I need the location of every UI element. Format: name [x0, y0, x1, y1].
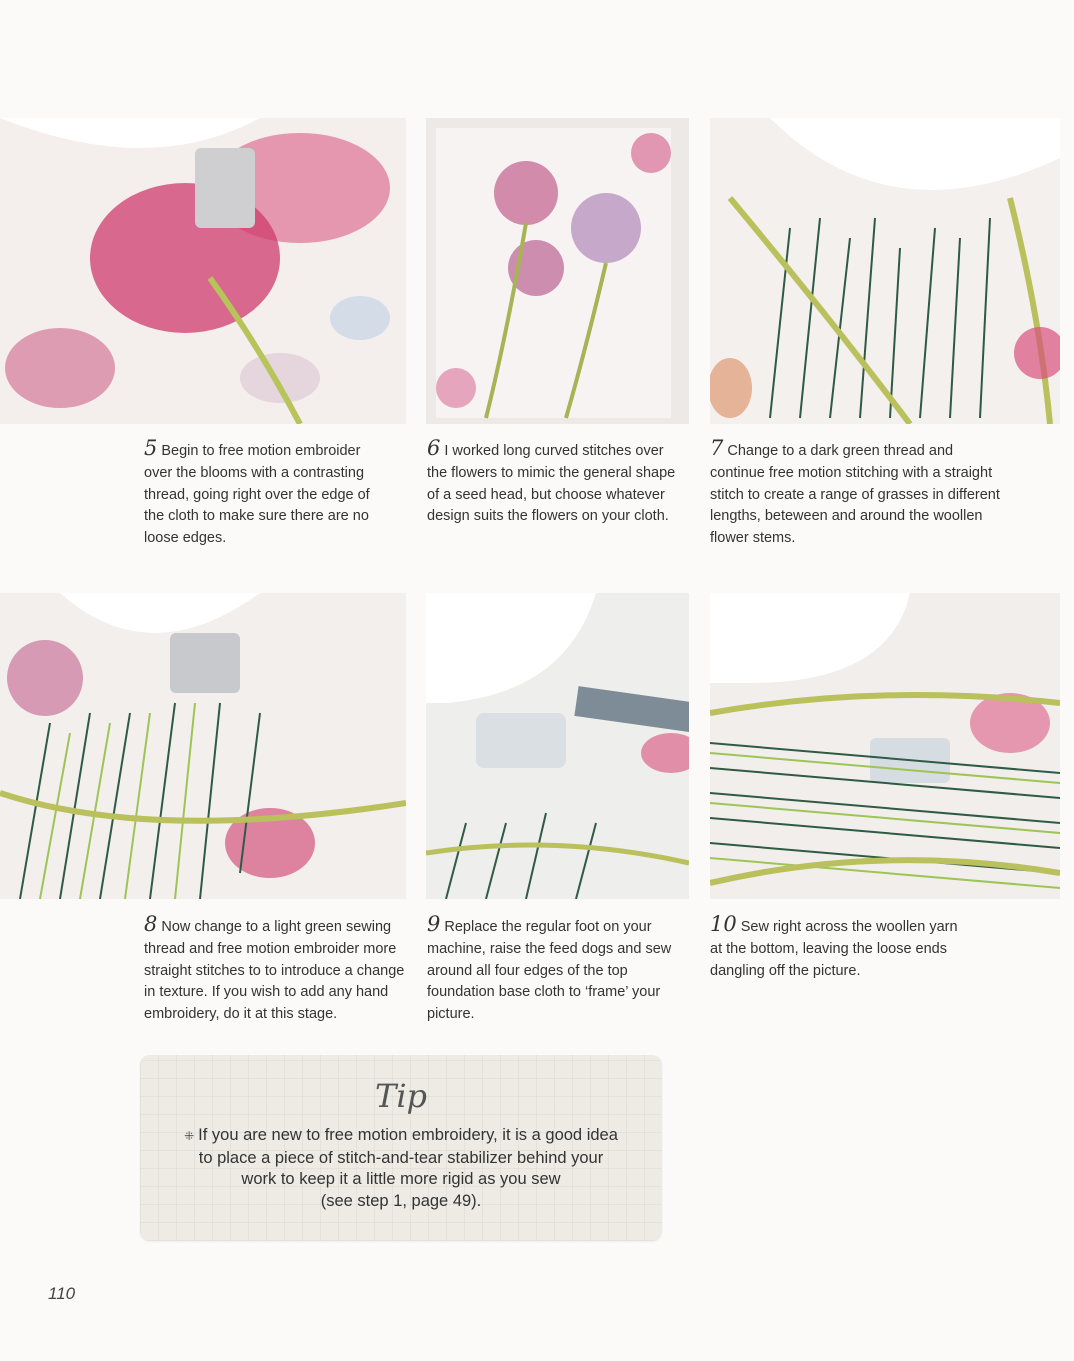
tip-line-1: ⁜ If you are new to free motion embroidery, it is a good idea — [184, 1126, 618, 1144]
tip-bullet-icon: ⁜ — [184, 1129, 195, 1143]
tip-line-4: (see step 1, page 49). — [320, 1191, 482, 1210]
step-6-number: 6 — [427, 436, 441, 460]
photo-step-9 — [426, 593, 689, 899]
photo-step-10 — [710, 593, 1060, 899]
step-6-text: I worked long curved stitches over the flowers to mimic the general shape of a seed head, but choose whatever design suits the flowers on your cloth. — [427, 443, 676, 525]
photo-step-6 — [426, 118, 689, 424]
step-10-number: 10 — [710, 912, 737, 936]
step-8-caption — [144, 914, 406, 1026]
tip-title: Tip — [374, 1077, 428, 1115]
step-9-text: Replace the regular foot on your machine, raise the feed dogs and sew around all four edges of the top foundation base cloth to ‘frame’ your picture. — [427, 919, 672, 1023]
page-number: 110 — [48, 1284, 76, 1303]
step-8-number: 8 — [144, 912, 158, 936]
step-7-number: 7 — [710, 436, 724, 460]
step-10-caption — [710, 914, 972, 982]
tip-box — [140, 1055, 662, 1241]
step-9-number: 9 — [427, 912, 441, 936]
step-7-text: Change to a dark green thread and continue free motion stitching with a straight stitch to create a range of grasses in different lengths, beteween and around the woollen flower stems. — [710, 443, 1000, 547]
tip-body — [160, 1125, 642, 1212]
step-9-caption — [427, 914, 682, 1026]
photo-step-8 — [0, 593, 406, 899]
tip-line-2: to place a piece of stitch-and-tear stabilizer behind your — [198, 1148, 604, 1167]
tip-line-3: work to keep it a little more rigid as you sew — [241, 1170, 561, 1188]
step-5-number: 5 — [144, 436, 158, 460]
photo-step-7 — [710, 118, 1060, 424]
photo-step-5 — [0, 118, 406, 424]
step-10-text: Sew right across the woollen yarn at the bottom, leaving the loose ends dangling off the picture. — [710, 919, 958, 979]
step-6-caption — [427, 438, 682, 528]
step-5-caption — [144, 438, 392, 550]
step-8-text: Now change to a light green sewing thread and free motion embroider more straight stitches to to introduce a change in texture. If you wish to add any hand embroidery, do it at this stage. — [144, 919, 405, 1023]
step-7-caption — [710, 438, 1002, 550]
step-5-text: Begin to free motion embroider over the blooms with a contrasting thread, going right over the edge of the cloth to make sure there are no loose edges. — [144, 443, 370, 547]
